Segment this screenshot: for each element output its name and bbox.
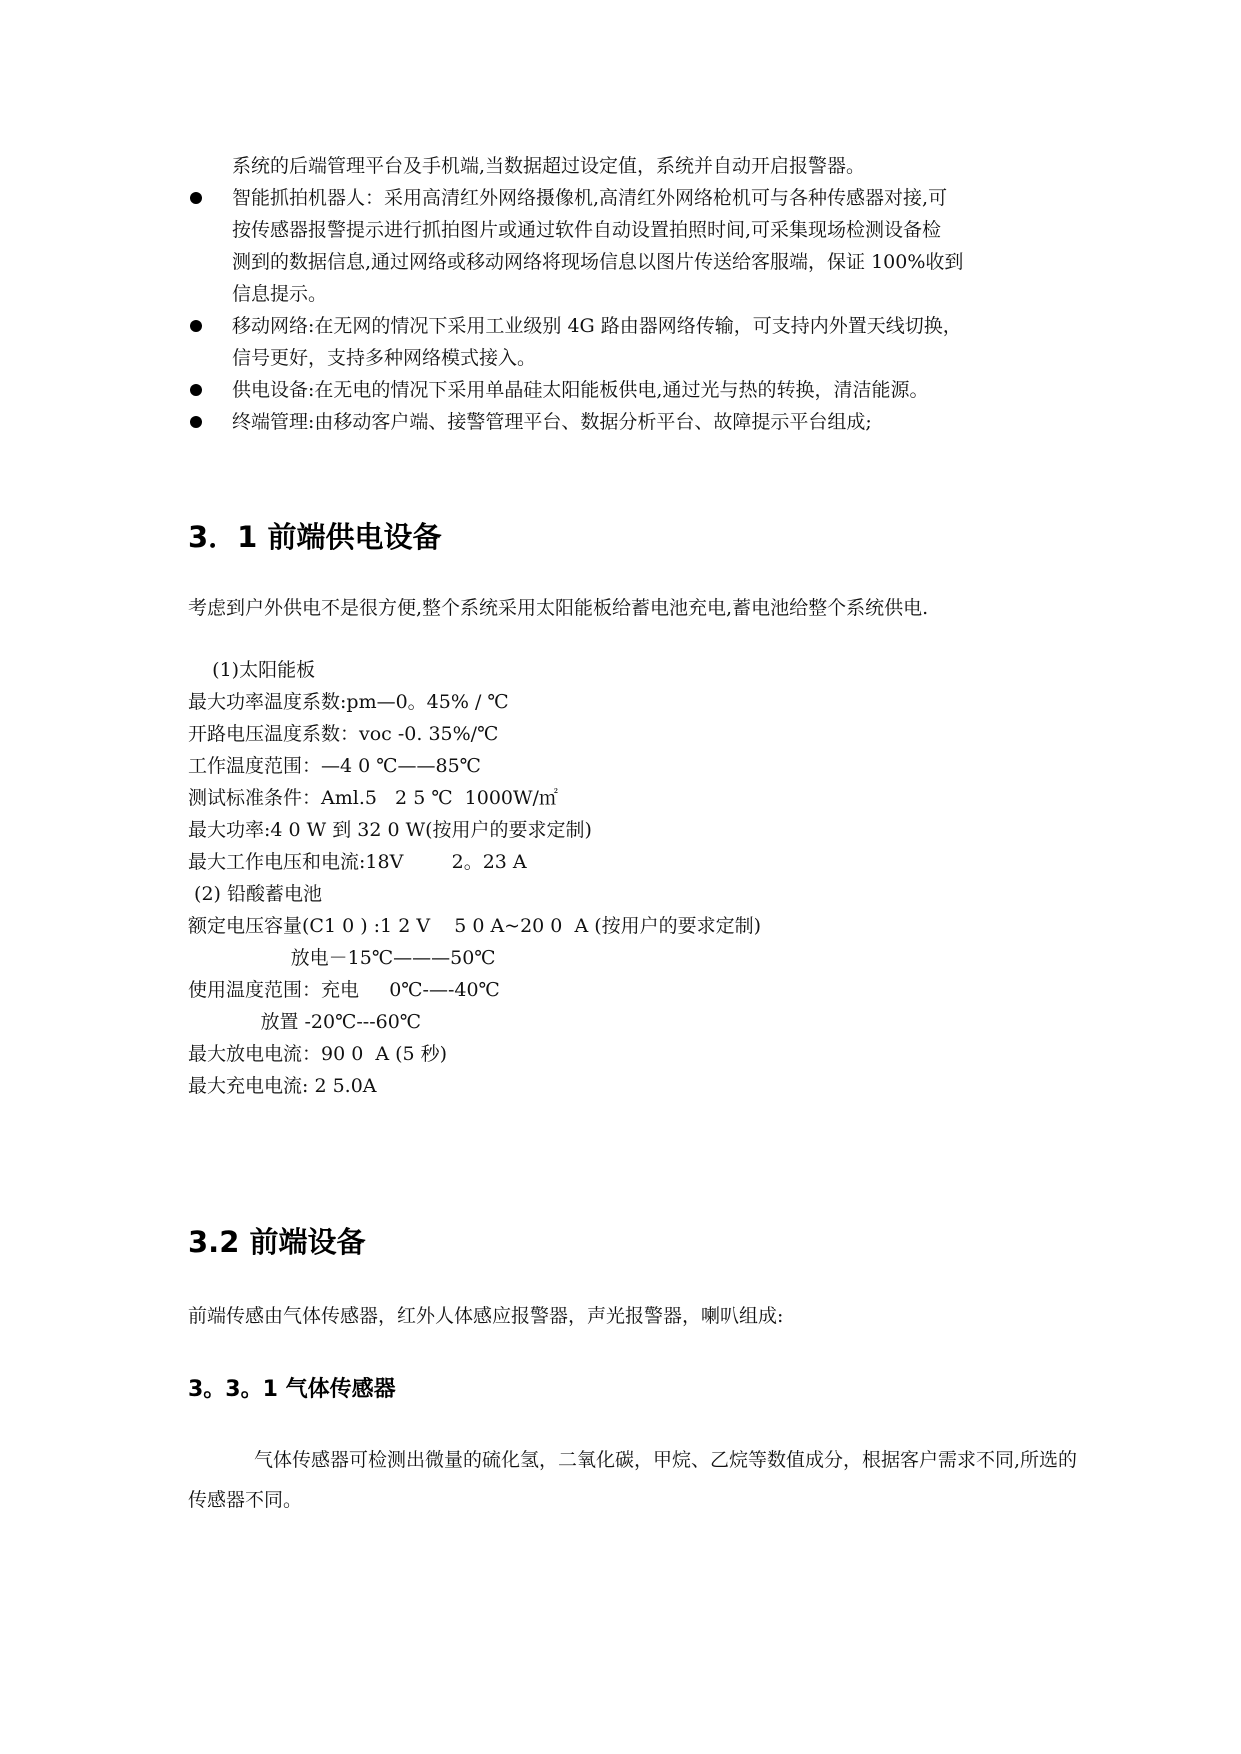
- solar-panel-specs: (1)太阳能板 最大功率温度系数:pm—0。45% / ℃ 开路电压温度系数：voc -0. 35%/℃ 工作温度范围：—4 0 ℃——85℃ 测试标准条件：Aml.5 2 5 ℃ 1000W/㎡ 最大功率:4 0 W 到 32 0 W(按用户的要求定制) 最大工作电压和电流:18V 2。23 A: [188, 659, 592, 873]
- bullet-item-network: 移动网络:在无网的情况下采用工业级别 4G 路由器网络传输，可支持内外置天线切换， 信号更好，支持多种网络模式接入。: [190, 310, 1070, 374]
- bullet-item-robot: 智能抓拍机器人：采用高清红外网络摄像机,高清红外网络枪机可与各种传感器对接,可 按传感器报警提示进行抓拍图片或通过软件自动设置拍照时间,可采集现场检测设备检 测到的数据信息,通过网络或移动网络将现场信息以图片传送给客服端，保证 100%收到 信息提示。: [190, 182, 1070, 310]
- section-3-2-heading: 3.2 前端设备: [188, 1225, 366, 1259]
- power-intro-paragraph: 考虑到户外供电不是很方便,整个系统采用太阳能板给蓄电池充电,蓄电池给整个系统供电.: [188, 597, 929, 619]
- bullet-item-terminal: 终端管理:由移动客户端、接警管理平台、数据分析平台、故障提示平台组成;: [190, 406, 1070, 438]
- bullet-continuation: 系统的后端管理平台及手机端,当数据超过设定值，系统并自动开启报警器。: [232, 155, 866, 177]
- bullet-dot-icon: [190, 416, 202, 428]
- bullet-dot-icon: [190, 320, 202, 332]
- battery-specs: (2) 铅酸蓄电池 额定电压容量(C1 0 ) :1 2 V 5 0 A~20 0 A (按用户的要求定制) 放电－15℃———50℃ 使用温度范围：充电 0℃-—-40℃ 放置 -20℃---60℃ 最大放电电流：90 0 A (5 秒) 最大充电电流: 2 5.0A: [188, 883, 762, 1097]
- section-3-3-1-heading: 3。3。1 气体传感器: [188, 1377, 396, 1402]
- bullet-dot-icon: [190, 192, 202, 204]
- bullet-item-power: 供电设备:在无电的情况下采用单晶硅太阳能板供电,通过光与热的转换，清洁能源。: [190, 374, 1070, 406]
- bullet-dot-icon: [190, 384, 202, 396]
- front-end-paragraph: 前端传感由气体传感器，红外人体感应报警器，声光报警器，喇叭组成:: [188, 1305, 784, 1327]
- bullet-list: [190, 150, 1070, 438]
- section-3-1-heading: 3．1 前端供电设备: [188, 520, 442, 554]
- gas-sensor-paragraph: 气体传感器可检测出微量的硫化氢，二氧化碳，甲烷、乙烷等数值成分，根据客户需求不同,所选的传感器不同。: [188, 1449, 1078, 1511]
